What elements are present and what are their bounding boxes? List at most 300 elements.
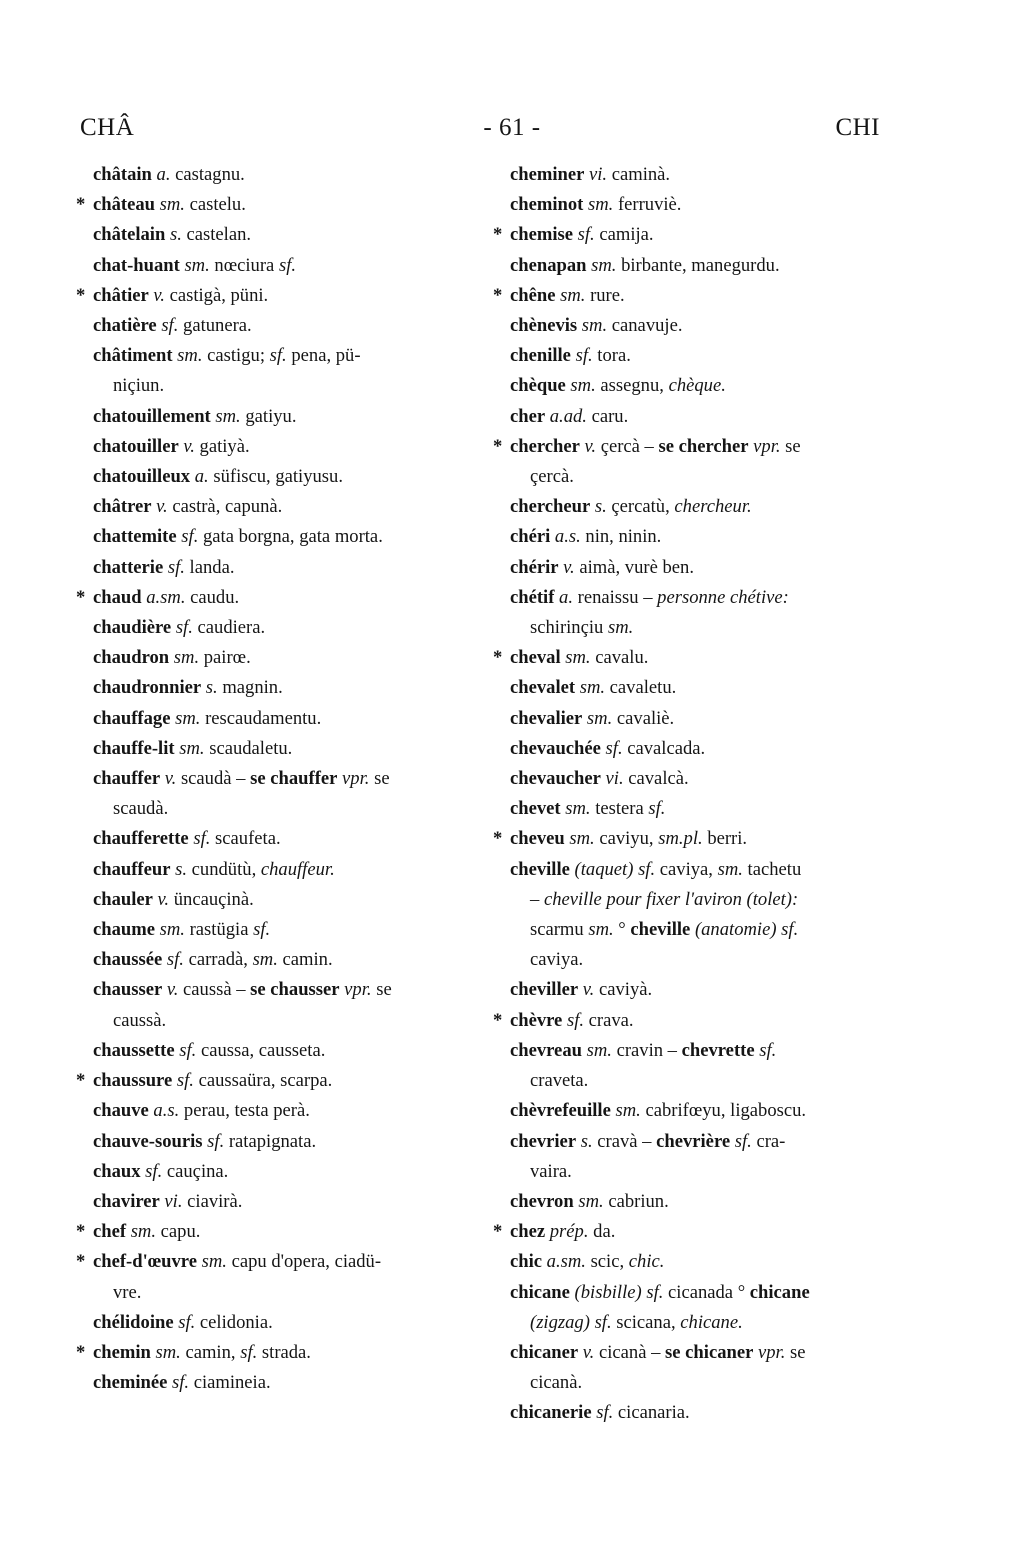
headword: chef-d'œuvre	[93, 1251, 197, 1273]
grammar-label: sm.	[583, 194, 614, 216]
translation: cavalcà.	[623, 768, 689, 790]
headword: chez	[510, 1221, 546, 1243]
grammar-label: a.sm.	[542, 1251, 586, 1273]
dictionary-entry	[93, 462, 473, 492]
dictionary-entry	[93, 432, 473, 462]
dictionary-entry	[510, 341, 885, 371]
dictionary-entry	[93, 673, 473, 703]
grammar-label: sm.	[582, 707, 613, 729]
grammar-label: v.	[579, 435, 597, 457]
grammar-label: sf.	[156, 315, 179, 337]
grammar-label: sm.	[577, 315, 608, 337]
dictionary-entry	[93, 220, 473, 250]
grammar-label: sf.	[776, 919, 799, 941]
headword: cheminée	[93, 1372, 168, 1394]
translation: castelu.	[184, 194, 246, 216]
translation: se	[785, 1341, 806, 1363]
dictionary-entry	[93, 734, 473, 764]
headword: chérir	[510, 556, 559, 578]
entry-continuation	[93, 1006, 473, 1036]
headword: chef	[93, 1221, 127, 1243]
headword: chatière	[93, 315, 157, 337]
headword: chènevis	[510, 315, 578, 337]
translation: gatiyà.	[194, 435, 250, 457]
entry-continuation	[510, 1308, 885, 1338]
dictionary-entry	[510, 1036, 885, 1096]
translation: craveta.	[530, 1070, 589, 1092]
translation: vre.	[113, 1281, 142, 1303]
star-marker: *	[493, 284, 503, 306]
french-gloss: – cheville pour fixer l'aviron (tolet):	[530, 888, 799, 910]
dictionary-entry	[493, 1006, 885, 1036]
translation: rescaudamentu.	[200, 707, 322, 729]
grammar-label: s.	[170, 858, 188, 880]
translation: cicanà –	[594, 1341, 666, 1363]
translation: capu.	[156, 1221, 201, 1243]
grammar-label: sf.	[174, 1039, 197, 1061]
headword: chaussette	[93, 1039, 175, 1061]
headword: chercheur	[510, 496, 591, 518]
dictionary-entry	[510, 190, 885, 220]
translation: scaudà.	[113, 798, 169, 820]
dictionary-entry	[93, 915, 473, 945]
dictionary-entry	[76, 281, 473, 311]
star-marker: *	[76, 1221, 86, 1243]
headword: chauffer	[93, 768, 161, 790]
grammar-label: a.s.	[148, 1100, 180, 1122]
dictionary-entry	[510, 311, 885, 341]
headword: cheville	[510, 858, 570, 880]
french-gloss: chicane.	[680, 1311, 743, 1333]
dictionary-entry	[93, 492, 473, 522]
grammar-label: a.s.	[550, 526, 581, 548]
headword: chèvrefeuille	[510, 1100, 611, 1122]
translation: caudu.	[185, 586, 240, 608]
translation: gata borgna, gata morta.	[198, 526, 383, 548]
translation: cabriun.	[603, 1190, 669, 1212]
headword: cheveu	[510, 828, 565, 850]
translation: carradà,	[183, 949, 253, 971]
headword: chercher	[510, 435, 580, 457]
translation: castigu;	[202, 345, 270, 367]
headword: chevrier	[510, 1130, 577, 1152]
headword: chèque	[510, 375, 566, 397]
dictionary-entry	[510, 764, 885, 794]
translation: °	[613, 919, 631, 941]
grammar-label: sf.	[240, 1341, 258, 1363]
headword: chauler	[93, 888, 153, 910]
dictionary-entry	[510, 1338, 885, 1398]
grammar-label: sm.	[196, 1251, 227, 1273]
grammar-label: v.	[151, 496, 168, 518]
translation: camin,	[180, 1341, 241, 1363]
translation: ciamineia.	[189, 1372, 271, 1394]
dictionary-entry	[76, 583, 473, 613]
grammar-label: sf.	[591, 1402, 614, 1424]
headword: se chausser	[250, 979, 340, 1001]
grammar-label: sf.	[278, 254, 297, 276]
headword: chevaucher	[510, 768, 601, 790]
dictionary-entry	[93, 1096, 473, 1126]
grammar-label: sm.	[169, 647, 200, 669]
dictionary-entry	[93, 824, 473, 854]
dictionary-entry	[493, 643, 885, 673]
headword: chat-huant	[93, 254, 180, 276]
grammar-label: sm.	[586, 254, 617, 276]
grammar-label: sf.	[589, 1311, 612, 1333]
star-marker: *	[76, 1251, 86, 1273]
translation: nœciura	[209, 254, 279, 276]
dictionary-entry	[493, 281, 885, 311]
dictionary-entry	[510, 251, 885, 281]
dictionary-entry	[93, 311, 473, 341]
dictionary-entry	[510, 975, 885, 1005]
dictionary-entry	[93, 553, 473, 583]
headword: cher	[510, 405, 546, 427]
dictionary-entry	[93, 1187, 473, 1217]
translation: scicana,	[611, 1311, 681, 1333]
dictionary-entry	[510, 734, 885, 764]
headword: châtelain	[93, 224, 166, 246]
headword: cheminer	[510, 164, 585, 185]
french-gloss: (taquet)	[569, 858, 634, 880]
page-number: - 61 -	[483, 114, 541, 141]
translation: canavuje.	[607, 315, 683, 337]
dictionary-entry	[93, 1368, 473, 1398]
headword: chevalier	[510, 707, 583, 729]
headword: chausser	[93, 979, 163, 1001]
dictionary-entry	[510, 1278, 885, 1338]
grammar-label: vi.	[584, 164, 608, 185]
translation: caudiera.	[192, 617, 266, 639]
headword: châtrer	[93, 496, 152, 518]
grammar-label: sm.	[150, 1341, 181, 1363]
grammar-label: a.ad.	[545, 405, 587, 427]
grammar-label: vpr.	[337, 768, 370, 790]
entry-continuation	[93, 1278, 473, 1308]
dictionary-entry	[93, 975, 473, 1035]
french-gloss: (bisbille)	[569, 1281, 642, 1303]
grammar-label: sm.	[575, 677, 606, 699]
headword: chaud	[93, 586, 142, 608]
translation: berri.	[702, 828, 748, 850]
header-left-guide-word: CHÂ	[80, 114, 135, 141]
grammar-label: vpr.	[339, 979, 372, 1001]
translation: çercatù,	[606, 496, 675, 518]
headword: chavirer	[93, 1190, 160, 1212]
grammar-label: vi.	[600, 768, 624, 790]
dictionary-entry	[493, 824, 885, 854]
french-gloss: chauffeur.	[260, 858, 335, 880]
entry-continuation	[93, 794, 473, 824]
headword: chatouiller	[93, 435, 179, 457]
star-marker: *	[76, 1070, 86, 1092]
dictionary-entry	[510, 402, 885, 432]
translation: castagnu.	[170, 164, 245, 185]
grammar-label: sm.	[210, 405, 241, 427]
translation: cabrifœyu, ligaboscu.	[640, 1100, 807, 1122]
translation: niçiun.	[113, 375, 165, 397]
headword: chicane	[749, 1281, 810, 1303]
grammar-label: sf.	[162, 949, 184, 971]
translation: da.	[588, 1221, 616, 1243]
translation: scaudà –	[176, 768, 251, 790]
grammar-label: sm.	[170, 707, 201, 729]
headword: chaudronnier	[93, 677, 202, 699]
dictionary-entry	[93, 855, 473, 885]
headword: chaufferette	[93, 828, 189, 850]
grammar-label: sm.	[172, 345, 203, 367]
translation: cravin –	[611, 1039, 682, 1061]
headword: se chauffer	[250, 768, 338, 790]
dictionary-entry	[76, 1217, 473, 1247]
grammar-label: sm.	[564, 828, 595, 850]
translation: camija.	[594, 224, 654, 246]
grammar-label: sm.	[154, 194, 185, 216]
translation: scaudaletu.	[204, 737, 293, 759]
translation: tora.	[592, 345, 631, 367]
headword: chic	[510, 1251, 543, 1273]
translation: nin, ninin.	[580, 526, 662, 548]
headword: se chercher	[658, 435, 749, 457]
headword: chaudière	[93, 617, 172, 639]
translation: gatiyu.	[240, 405, 297, 427]
grammar-label: s.	[576, 1130, 593, 1152]
translation: cavalcada.	[622, 737, 706, 759]
dictionary-entry	[93, 613, 473, 643]
dictionary-entry	[93, 945, 473, 975]
translation: pena, pü-	[286, 345, 361, 367]
star-marker: *	[493, 647, 503, 669]
entry-continuation	[510, 885, 885, 976]
grammar-label: sf.	[202, 1130, 225, 1152]
translation: celidonia.	[195, 1311, 273, 1333]
french-gloss: personne chétive:	[657, 586, 789, 608]
dictionary-entry	[93, 643, 473, 673]
grammar-label: sm.	[179, 254, 210, 276]
headword: cheville	[630, 919, 691, 941]
french-gloss: chic.	[628, 1251, 665, 1273]
translation: camin.	[277, 949, 333, 971]
translation: scaufeta.	[210, 828, 281, 850]
dictionary-entry	[93, 341, 473, 401]
grammar-label: v.	[160, 768, 177, 790]
translation: üncauçinà.	[169, 888, 254, 910]
headword: chaussure	[93, 1070, 173, 1092]
dictionary-entry	[510, 1398, 885, 1428]
dictionary-entry	[93, 1308, 473, 1338]
translation: vaira.	[530, 1160, 572, 1182]
right-column	[493, 160, 885, 1429]
dictionary-entry	[510, 522, 885, 552]
french-gloss: (zigzag)	[530, 1311, 590, 1333]
grammar-label: v.	[148, 284, 165, 306]
grammar-label: sf.	[188, 828, 211, 850]
headword: châtain	[93, 164, 152, 185]
headword: se chicaner	[665, 1341, 754, 1363]
grammar-label: s.	[165, 224, 182, 246]
dictionary-entry	[510, 1187, 885, 1217]
grammar-label: sm.	[607, 617, 634, 639]
headword: chemin	[93, 1341, 151, 1363]
grammar-label: sf.	[269, 345, 287, 367]
dictionary-entry	[93, 160, 473, 190]
grammar-label: sm.pl.	[658, 828, 703, 850]
headword: chatouilleux	[93, 466, 191, 488]
headword: chicane	[510, 1281, 570, 1303]
entry-continuation	[510, 1157, 885, 1187]
dictionary-entry	[510, 492, 885, 522]
dictionary-entry	[93, 1127, 473, 1157]
translation: schirinçiu	[530, 617, 608, 639]
dictionary-entry	[76, 1066, 473, 1096]
headword: chicanerie	[510, 1402, 592, 1424]
grammar-label: sf.	[641, 1281, 664, 1303]
grammar-label: sm.	[154, 919, 185, 941]
translation: rastügia	[184, 919, 254, 941]
grammar-label: sm.	[252, 949, 278, 971]
dictionary-entry	[510, 1127, 885, 1187]
translation: cravà –	[592, 1130, 657, 1152]
translation: castigà, püni.	[164, 284, 269, 306]
entry-continuation	[510, 1066, 885, 1096]
translation: cra-	[751, 1130, 786, 1152]
dictionary-entry	[493, 220, 885, 250]
translation: cauçina.	[162, 1160, 229, 1182]
grammar-label: vpr.	[748, 435, 781, 457]
headword: chaussée	[93, 949, 163, 971]
french-gloss: chèque.	[668, 375, 726, 397]
star-marker: *	[493, 828, 503, 850]
dictionary-entry	[93, 522, 473, 552]
grammar-label: sf.	[173, 1311, 196, 1333]
star-marker: *	[493, 224, 503, 246]
header-right-guide-word: CHI	[835, 114, 880, 141]
grammar-label: a.	[151, 164, 171, 185]
headword: chemise	[510, 224, 573, 246]
grammar-label: sf.	[562, 1009, 585, 1031]
grammar-label: sm.	[174, 737, 205, 759]
translation: castrà, capunà.	[167, 496, 283, 518]
translation: capu d'opera, ciadü-	[226, 1251, 382, 1273]
headword: chattemite	[93, 526, 177, 548]
grammar-label: vi.	[159, 1190, 183, 1212]
dictionary-entry	[510, 160, 885, 190]
headword: chauffeur	[93, 858, 171, 880]
grammar-label: s.	[201, 677, 218, 699]
dictionary-entry	[93, 885, 473, 915]
grammar-label: sm.	[573, 1190, 604, 1212]
translation: scic,	[585, 1251, 629, 1273]
translation: castelan.	[181, 224, 252, 246]
dictionary-entry	[510, 583, 885, 643]
translation: caminà.	[607, 164, 671, 185]
grammar-label: sf.	[163, 556, 185, 578]
dictionary-entry	[76, 1338, 473, 1368]
grammar-label: sm.	[560, 647, 591, 669]
grammar-label: sm.	[717, 858, 743, 880]
headword: chevalet	[510, 677, 576, 699]
headword: châtier	[93, 284, 149, 306]
headword: chéri	[510, 526, 551, 548]
dictionary-entry	[510, 553, 885, 583]
translation: caussaüra, scarpa.	[193, 1070, 333, 1092]
entry-continuation	[510, 1368, 885, 1398]
headword: chevron	[510, 1190, 574, 1212]
headword: chevauchée	[510, 737, 601, 759]
dictionary-entry	[510, 1096, 885, 1126]
star-marker: *	[493, 1009, 503, 1031]
translation: tachetu	[742, 858, 802, 880]
translation: perau, testa perà.	[179, 1100, 310, 1122]
star-marker: *	[76, 284, 86, 306]
entry-continuation	[510, 462, 885, 492]
translation: testera	[590, 798, 649, 820]
dictionary-entry	[76, 1247, 473, 1307]
grammar-label: sm.	[581, 1039, 612, 1061]
grammar-label: sm.	[565, 375, 596, 397]
translation: caru.	[586, 405, 629, 427]
french-gloss: chercheur.	[674, 496, 752, 518]
headword: chatterie	[93, 556, 164, 578]
dictionary-entry	[510, 704, 885, 734]
translation: renaissu –	[573, 586, 658, 608]
headword: chicaner	[510, 1341, 579, 1363]
translation: caviya,	[655, 858, 718, 880]
headword: chatouillement	[93, 405, 211, 427]
grammar-label: v.	[152, 888, 170, 910]
grammar-label: sf.	[253, 919, 271, 941]
dictionary-entry	[510, 371, 885, 401]
star-marker: *	[76, 194, 86, 216]
translation: cundütù,	[187, 858, 261, 880]
grammar-label: sf.	[600, 737, 623, 759]
translation: landa.	[184, 556, 235, 578]
grammar-label: sf.	[730, 1130, 752, 1152]
dictionary-entry	[76, 190, 473, 220]
translation: se	[369, 768, 390, 790]
headword: cheminot	[510, 194, 584, 216]
french-gloss: (anatomie)	[690, 919, 777, 941]
grammar-label: v.	[558, 556, 575, 578]
translation: se	[780, 435, 801, 457]
grammar-label: sm.	[588, 919, 614, 941]
headword: chêne	[510, 284, 556, 306]
star-marker: *	[76, 586, 86, 608]
grammar-label: sf.	[754, 1039, 777, 1061]
dictionary-entry	[510, 1247, 885, 1277]
translation: çercà.	[530, 466, 574, 488]
headword: chauffage	[93, 707, 171, 729]
translation: cicanà.	[530, 1372, 583, 1394]
grammar-label: a.	[554, 586, 573, 608]
translation: cavaliè.	[612, 707, 675, 729]
headword: chaux	[93, 1160, 141, 1182]
translation: scarmu	[530, 919, 589, 941]
dictionary-entry	[93, 251, 473, 281]
translation: caviya.	[530, 949, 584, 971]
headword: chenapan	[510, 254, 587, 276]
dictionary-entry	[93, 764, 473, 824]
entry-continuation	[510, 613, 885, 643]
headword: cheval	[510, 647, 561, 669]
translation: caussà –	[178, 979, 251, 1001]
grammar-label: sm.	[126, 1221, 157, 1243]
translation: cavaletu.	[605, 677, 677, 699]
headword: chevet	[510, 798, 561, 820]
grammar-label: sm.	[610, 1100, 641, 1122]
dictionary-entry	[93, 1036, 473, 1066]
